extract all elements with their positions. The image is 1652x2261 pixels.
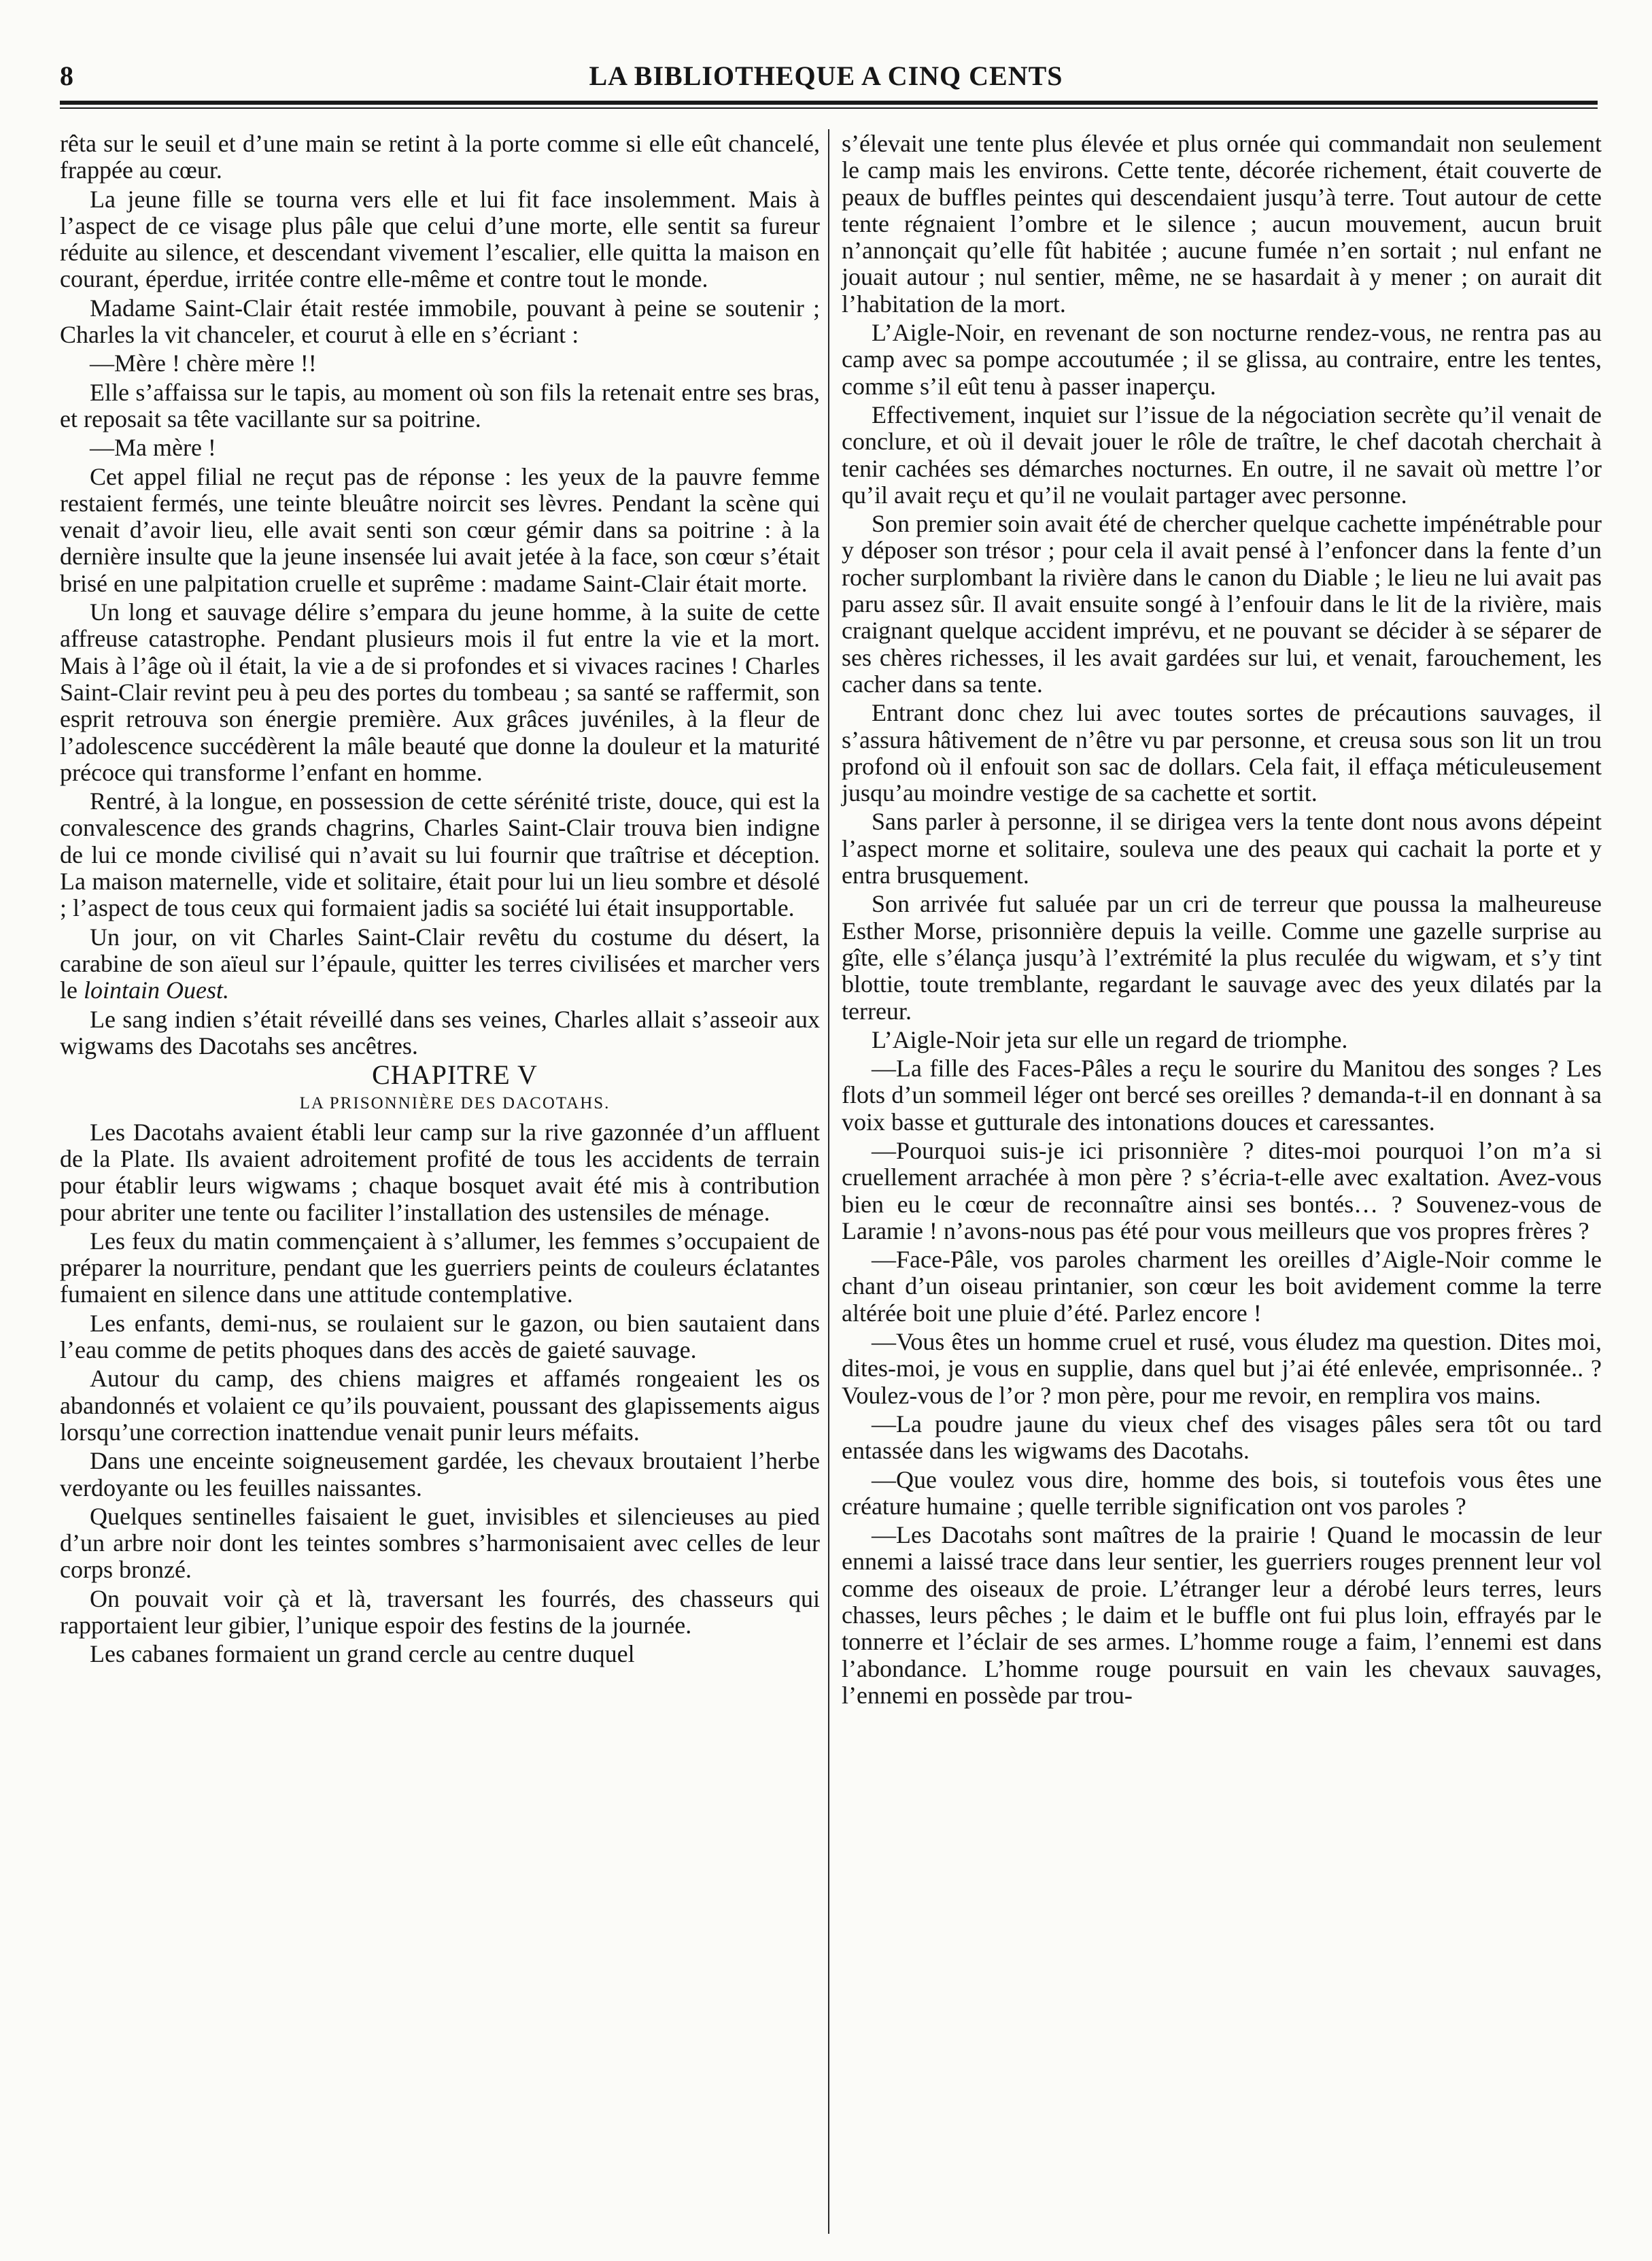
header-rule-thin	[60, 107, 1598, 109]
paragraph: La jeune fille se tourna vers elle et lui fit face insolemment. Mais à l’aspect de ce visage plus pâle que celui d’une morte, elle sentit sa fureur réduite au silence, et descendant vivement l’escalier, elle quitta la maison en courant, éperdue, irritée contre elle-même et contre tout le monde.	[60, 185, 820, 293]
page-number: 8	[60, 61, 73, 91]
paragraph: Rentré, à la longue, en possession de cette sérénité triste, douce, qui est la convalescence des grands chagrins, Charles Saint-Clair trouva bien indigne de lui ce monde civilisé qui n’avait su lui fournir que traîtrise et déception. La maison maternelle, vide et solitaire, était pour lui un lieu sombre et désolé ; l’aspect de tous ceux qui formaient jadis sa société lui était insupportable.	[60, 787, 820, 922]
paragraph: Elle s’affaissa sur le tapis, au moment où son fils la retenait entre ses bras, et reposait sa tête vacillante sur sa poitrine.	[60, 378, 820, 432]
paragraph: Les feux du matin commençaient à s’allumer, les femmes s’occupaient de préparer la nourriture, pendant que les guerriers peints de couleurs éclatantes fumaient en silence dans une attitude contemplative.	[60, 1227, 820, 1308]
journey-text: Un jour, on vit Charles Saint-Clair revêtu du costume du désert, la carabine de son aïeul sur l’épaule, quitter les terres civilisées et marcher vers le	[60, 923, 820, 1004]
paragraph: Son arrivée fut saluée par un cri de terreur que poussa la malheureuse Esther Morse, prisonnière depuis la veille. Comme une gazelle surprise au gîte, elle s’élança jusqu’à l’extrémité la plus reculée du wigwam, et s’y tint blottie, toute tremblante, regardant le sauvage avec des yeux dilatés par la terreur.	[842, 890, 1602, 1025]
paragraph: Les Dacotahs avaient établi leur camp sur la rive gazonnée d’un affluent de la Plate. Ils avaient adroitement profité de tous les accidents de terrain pour établir leurs wigwams ; chaque bosquet avait été mis à contribution pour abriter une tente ou faciliter l’installation des ustensiles de ménage.	[60, 1118, 820, 1226]
paragraph: Quelques sentinelles faisaient le guet, invisibles et silencieuses au pied d’un arbre noir dont les teintes sombres s’harmonisaient avec celles de leur corps bronzé.	[60, 1502, 820, 1584]
paragraph: Le sang indien s’était réveillé dans ses veines, Charles allait s’asseoir aux wigwams des Dacotahs ses ancêtres.	[60, 1005, 820, 1059]
paragraph: —La fille des Faces-Pâles a reçu le sourire du Manitou des songes ? Les flots d’un sommeil léger ont bercé ses oreilles ? demanda-t-il en donnant à sa voix basse et gutturale des intonations douces et caressantes.	[842, 1055, 1602, 1136]
paragraph: —Vous êtes un homme cruel et rusé, vous éludez ma question. Dites moi, dites-moi, je vous en supplie, dans quel but j’ai été enlevée, emprisonnée.. ? Voulez-vous de l’or ? mon père, pour me revoir, en remplira vos mains.	[842, 1328, 1602, 1409]
paragraph: —Ma mère !	[90, 434, 216, 462]
paragraph: —Face-Pâle, vos paroles charment les oreilles d’Aigle-Noir comme le chant d’un oiseau printanier, son cœur les boit avidement comme la terre altérée boit une pluie d’été. Parlez encore !	[842, 1246, 1602, 1327]
chapter-subtitle: LA PRISONNIÈRE DES DACOTAHS.	[299, 1094, 610, 1113]
paragraph: —Les Dacotahs sont maîtres de la prairie ! Quand le mocassin de leur ennemi a laissé trace dans leur sentier, les guerriers rouges prennent leur vol comme des oiseaux de proie. L’étranger leur a dérobé leurs terres, leurs chasses, leurs pêches ; le daim et le buffle ont fui plus loin, effrayés par le tonnerre et l’éclair de ses armes. L’homme rouge a faim, l’ennemi est dans l’abondance. L’homme rouge poursuit en vain les chevaux sauvages, l’ennemi en possède par trou-	[842, 1521, 1602, 1709]
running-title: LA BIBLIOTHEQUE A CINQ CENTS	[589, 61, 1063, 91]
paragraph: Sans parler à personne, il se dirigea vers la tente dont nous avons dépeint l’aspect morne et solitaire, souleva une des peaux qui cachait la porte et y entra brusquement.	[842, 808, 1602, 889]
left-column	[60, 131, 820, 1670]
paragraph: On pouvait voir çà et là, traversant les fourrés, des chasseurs qui rapportaient leur gibier, l’unique espoir des festins de la journée.	[60, 1584, 820, 1639]
paragraph: Madame Saint-Clair était restée immobile, pouvant à peine se soutenir ; Charles la vit chanceler, et courut à elle en s’écriant :	[60, 294, 820, 349]
paragraph: Dans une enceinte soigneusement gardée, les chevaux broutaient l’herbe verdoyante ou les feuilles naissantes.	[60, 1447, 820, 1501]
header-rule	[60, 101, 1598, 105]
paragraph: L’Aigle-Noir jeta sur elle un regard de triomphe.	[872, 1025, 1348, 1053]
paragraph: Entrant donc chez lui avec toutes sortes de précautions sauvages, il s’assura hâtivement de n’être vu par personne, et creusa sous son lit un trou profond où il enfouit son sac de dollars. Cela fait, il effaça méticuleusement jusqu’au moindre vestige de sa cachette et sortit.	[842, 699, 1602, 807]
column-divider	[828, 129, 829, 2234]
paragraph: Un long et sauvage délire s’empara du jeune homme, à la suite de cette affreuse catastrophe. Pendant plusieurs mois il fut entre la vie et la mort. Mais à l’âge où il était, la vie a de si profondes et si vivaces racines ! Charles Saint-Clair revint peu à peu des portes du tombeau ; sa santé se raffermit, son esprit retrouva son énergie première. Aux grâces juvéniles, à la fleur de l’adolescence succédèrent la mâle beauté que donne la douleur et la maturité précoce qui transforme l’enfant en homme.	[60, 598, 820, 786]
paragraph: Les enfants, demi-nus, se roulaient sur le gazon, ou bien sautaient dans l’eau comme de petits phoques dans des accès de gaieté sauvage.	[60, 1309, 820, 1364]
paragraph: —Que voulez vous dire, homme des bois, si toutefois vous êtes une créature humaine ; quelle terrible signification ont vos paroles ?	[842, 1465, 1602, 1520]
paragraph: Son premier soin avait été de chercher quelque cachette impénétrable pour y déposer son trésor ; pour cela il avait pensé à l’enfoncer dans la fente d’un rocher surplombant la rivière dans le canon du Diable ; le lieu ne lui avait pas paru assez sûr. Il avait ensuite songé à l’enfouir dans le lit de la rivière, mais craignant quelque accident imprévu, et ne pouvant se décider à se séparer de ses chères richesses, il les avait gardées sur lui, et venait, farouchement, les cacher dans sa tente.	[842, 510, 1602, 698]
paragraph: rêta sur le seuil et d’une main se retint à la porte comme si elle eût chancelé, frappée au cœur.	[60, 130, 820, 184]
paragraph-journey	[60, 924, 820, 1004]
paragraph: —La poudre jaune du vieux chef des visages pâles sera tôt ou tard entassée dans les wigwams des Dacotahs.	[842, 1410, 1602, 1465]
paragraph: —Pourquoi suis-je ici prisonnière ? dites-moi pourquoi l’on m’a si cruellement arrachée à mon père ? s’écria-t-elle avec exaltation. Avez-vous bien eu le cœur de reconnaître ainsi ses bontés… ? Souvenez-vous de Laramie ! n’avons-nous pas été pour vous meilleurs que vos propres frères ?	[842, 1136, 1602, 1244]
paragraph: Autour du camp, des chiens maigres et affamés rongeaient les os abandonnés et volaient ce qu’ils pouvaient, poussant des glapissements aigus lorsqu’une correction inattendue venait punir leurs méfaits.	[60, 1365, 820, 1446]
paragraph: Cet appel filial ne reçut pas de réponse : les yeux de la pauvre femme restaient fermés, une teinte bleuâtre noircit ses lèvres. Pendant la scène qui venait d’avoir lieu, elle avait senti son cœur gémir dans sa poitrine : à la dernière insulte que la jeune insensée lui avait jetée à la face, son cœur s’était brisé en une palpitation cruelle et suprême : madame Saint-Clair était morte.	[60, 462, 820, 597]
journey-emphasis: lointain Ouest.	[83, 976, 229, 1004]
paragraph: Les cabanes formaient un grand cercle au centre duquel	[90, 1640, 635, 1668]
paragraph: —Mère ! chère mère !!	[90, 350, 317, 377]
right-column	[842, 131, 1602, 1711]
paragraph: s’élevait une tente plus élevée et plus ornée qui commandait non seulement le camp mais les environs. Cette tente, décorée richement, était couverte de peaux de buffles peintes qui descendaient jusqu’à terre. Tout autour de cette tente régnaient l’ombre et le silence ; aucun mouvement, aucun bruit n’annonçait qu’elle fût habitée ; aucune fumée n’en sortait ; nul enfant ne jouait autour ; nul sentier, même, ne se hasardait à y mener ; on aurait dit l’habitation de la mort.	[842, 130, 1602, 318]
chapter-title: CHAPITRE V	[372, 1059, 538, 1091]
paragraph: L’Aigle-Noir, en revenant de son nocturne rendez-vous, ne rentra pas au camp avec sa pompe accoutumée ; il se glissa, au contraire, entre les tentes, comme s’il eût tenu à passer inaperçu.	[842, 319, 1602, 400]
paragraph: Effectivement, inquiet sur l’issue de la négociation secrète qu’il venait de conclure, et où il devait jouer le rôle de traître, le chef dacotah cherchait à tenir cachées ses démarches nocturnes. En outre, il ne savait où mettre l’or qu’il avait reçu et qu’il ne voulait partager avec personne.	[842, 401, 1602, 509]
